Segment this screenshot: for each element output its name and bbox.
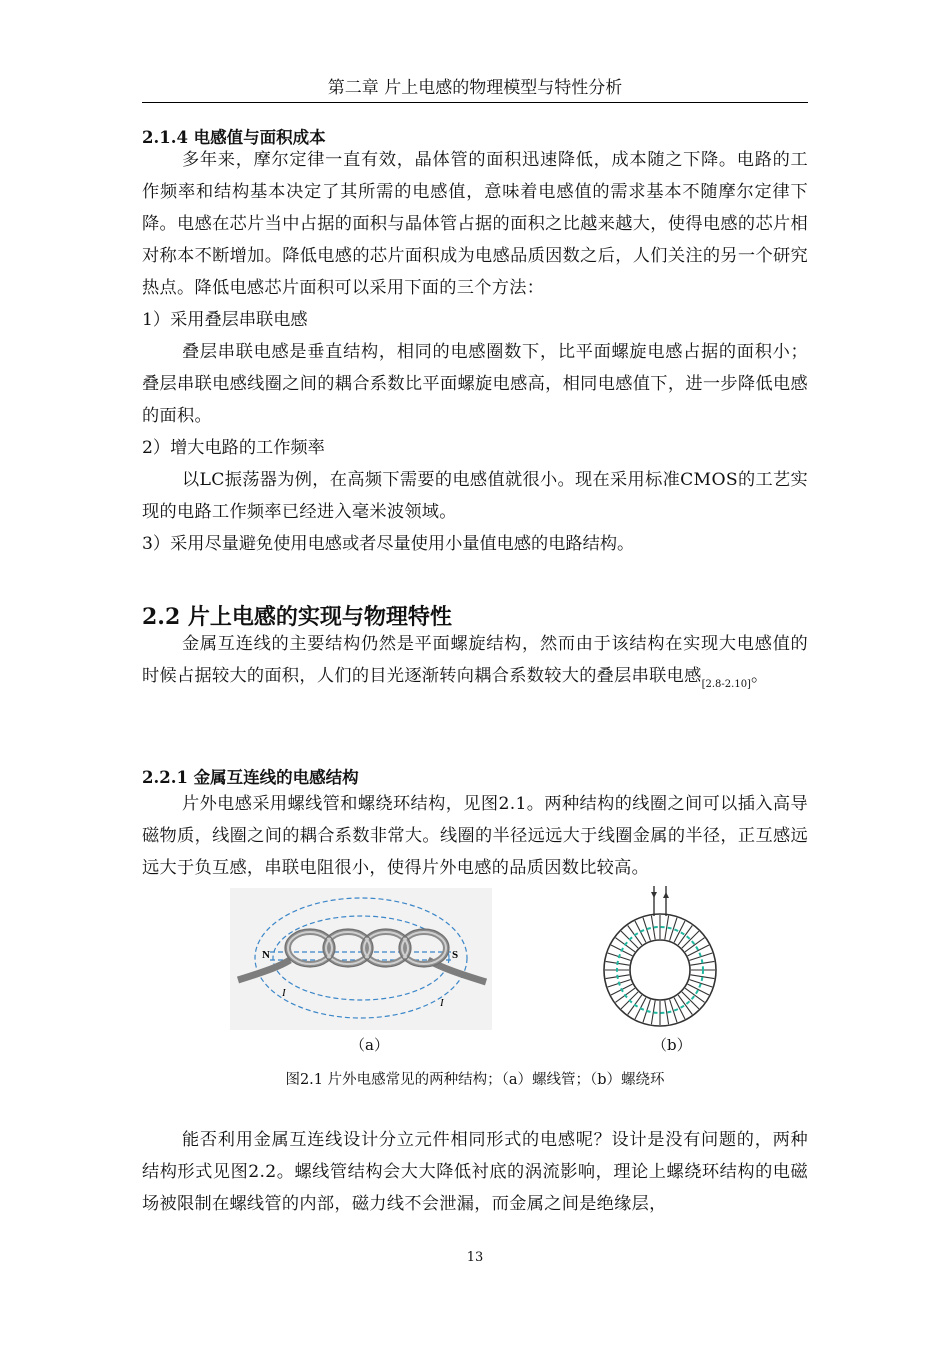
page-number: 13 <box>466 1250 484 1265</box>
section-2-2-1-body: 片外电感采用螺线管和螺绕环结构，见图2.1。两种结构的线圈之间可以插入高导磁物质，线圈之间的耦合系数非常大。线圈的半径远远大于线圈金属的半径，正互感远远大于负互感，串联电阻很小，使得片外电感的品质因数比较高。 <box>142 794 808 878</box>
north-pole-label: N <box>262 949 270 961</box>
method-2-title: 2）增大电路的工作频率 <box>142 438 325 458</box>
method-1-title: 1）采用叠层串联电感 <box>142 310 308 330</box>
method-2-body: 以LC振荡器为例，在高频下需要的电感值就很小。现在采用标准CMOS的工艺实现的电路工作频率已经进入毫米波领域。 <box>142 470 808 522</box>
citation-2-8-2-10: [2.8-2.10] <box>701 679 751 690</box>
solenoid-figure <box>230 888 492 1030</box>
figure-caption: 图2.1 片外电感常见的两种结构；（a）螺线管；（b）螺绕环 <box>285 1072 665 1088</box>
south-pole-label: S <box>452 949 459 961</box>
section-2-2-body <box>142 628 808 701</box>
current-label-left: I <box>282 987 286 999</box>
method-1-body: 叠层串联电感是垂直结构，相同的电感圈数下，比平面螺旋电感占据的面积小；叠层串联电感线圈之间的耦合系数比平面螺旋电感高，相同电感值下，进一步降低电感的面积。 <box>142 342 808 426</box>
section-2-2-1-title: 2.2.1 金属互连线的电感结构 <box>142 768 359 787</box>
section-2-1-4-title: 2.1.4 电感值与面积成本 <box>142 128 326 147</box>
section-2-2-end: 。 <box>750 666 769 686</box>
current-label-right: I <box>440 997 444 1009</box>
method-3-title: 3）采用尽量避免使用电感或者尽量使用小量值电感的电路结构。 <box>142 534 635 554</box>
section-2-2-text: 金属互连线的主要结构仍然是平面螺旋结构，然而由于该结构在实现大电感值的时候占据较大的面积，人们的目光逐渐转向耦合系数较大的叠层串联电感 <box>142 634 808 686</box>
running-header: 第二章 片上电感的物理模型与特性分析 <box>142 76 808 103</box>
section-2-2-title: 2.2 片上电感的实现与物理特性 <box>142 604 452 630</box>
toroid-figure <box>596 884 724 1034</box>
figure-a-label: （a） <box>350 1036 389 1054</box>
section-2-1-4-intro: 多年来，摩尔定律一直有效，晶体管的面积迅速降低，成本随之下降。电路的工作频率和结构基本决定了其所需的电感值，意味着电感值的需求基本不随摩尔定律下降。电感在芯片当中占据的面积与晶体管占据的面积之比越来越大，使得电感的芯片相对称本不断增加。降低电感的芯片面积成为电感品质因数之后，人们关注的另一个研究热点。降低电感芯片面积可以采用下面的三个方法： <box>142 150 808 298</box>
figure-b-label: （b） <box>652 1036 692 1054</box>
post-figure-paragraph: 能否利用金属互连线设计分立元件相同形式的电感呢？设计是没有问题的，两种结构形式见图2.2。螺线管结构会大大降低衬底的涡流影响，理论上螺绕环结构的电磁场被限制在螺线管的内部，磁力线不会泄漏，而金属之间是绝缘层， <box>142 1130 808 1214</box>
